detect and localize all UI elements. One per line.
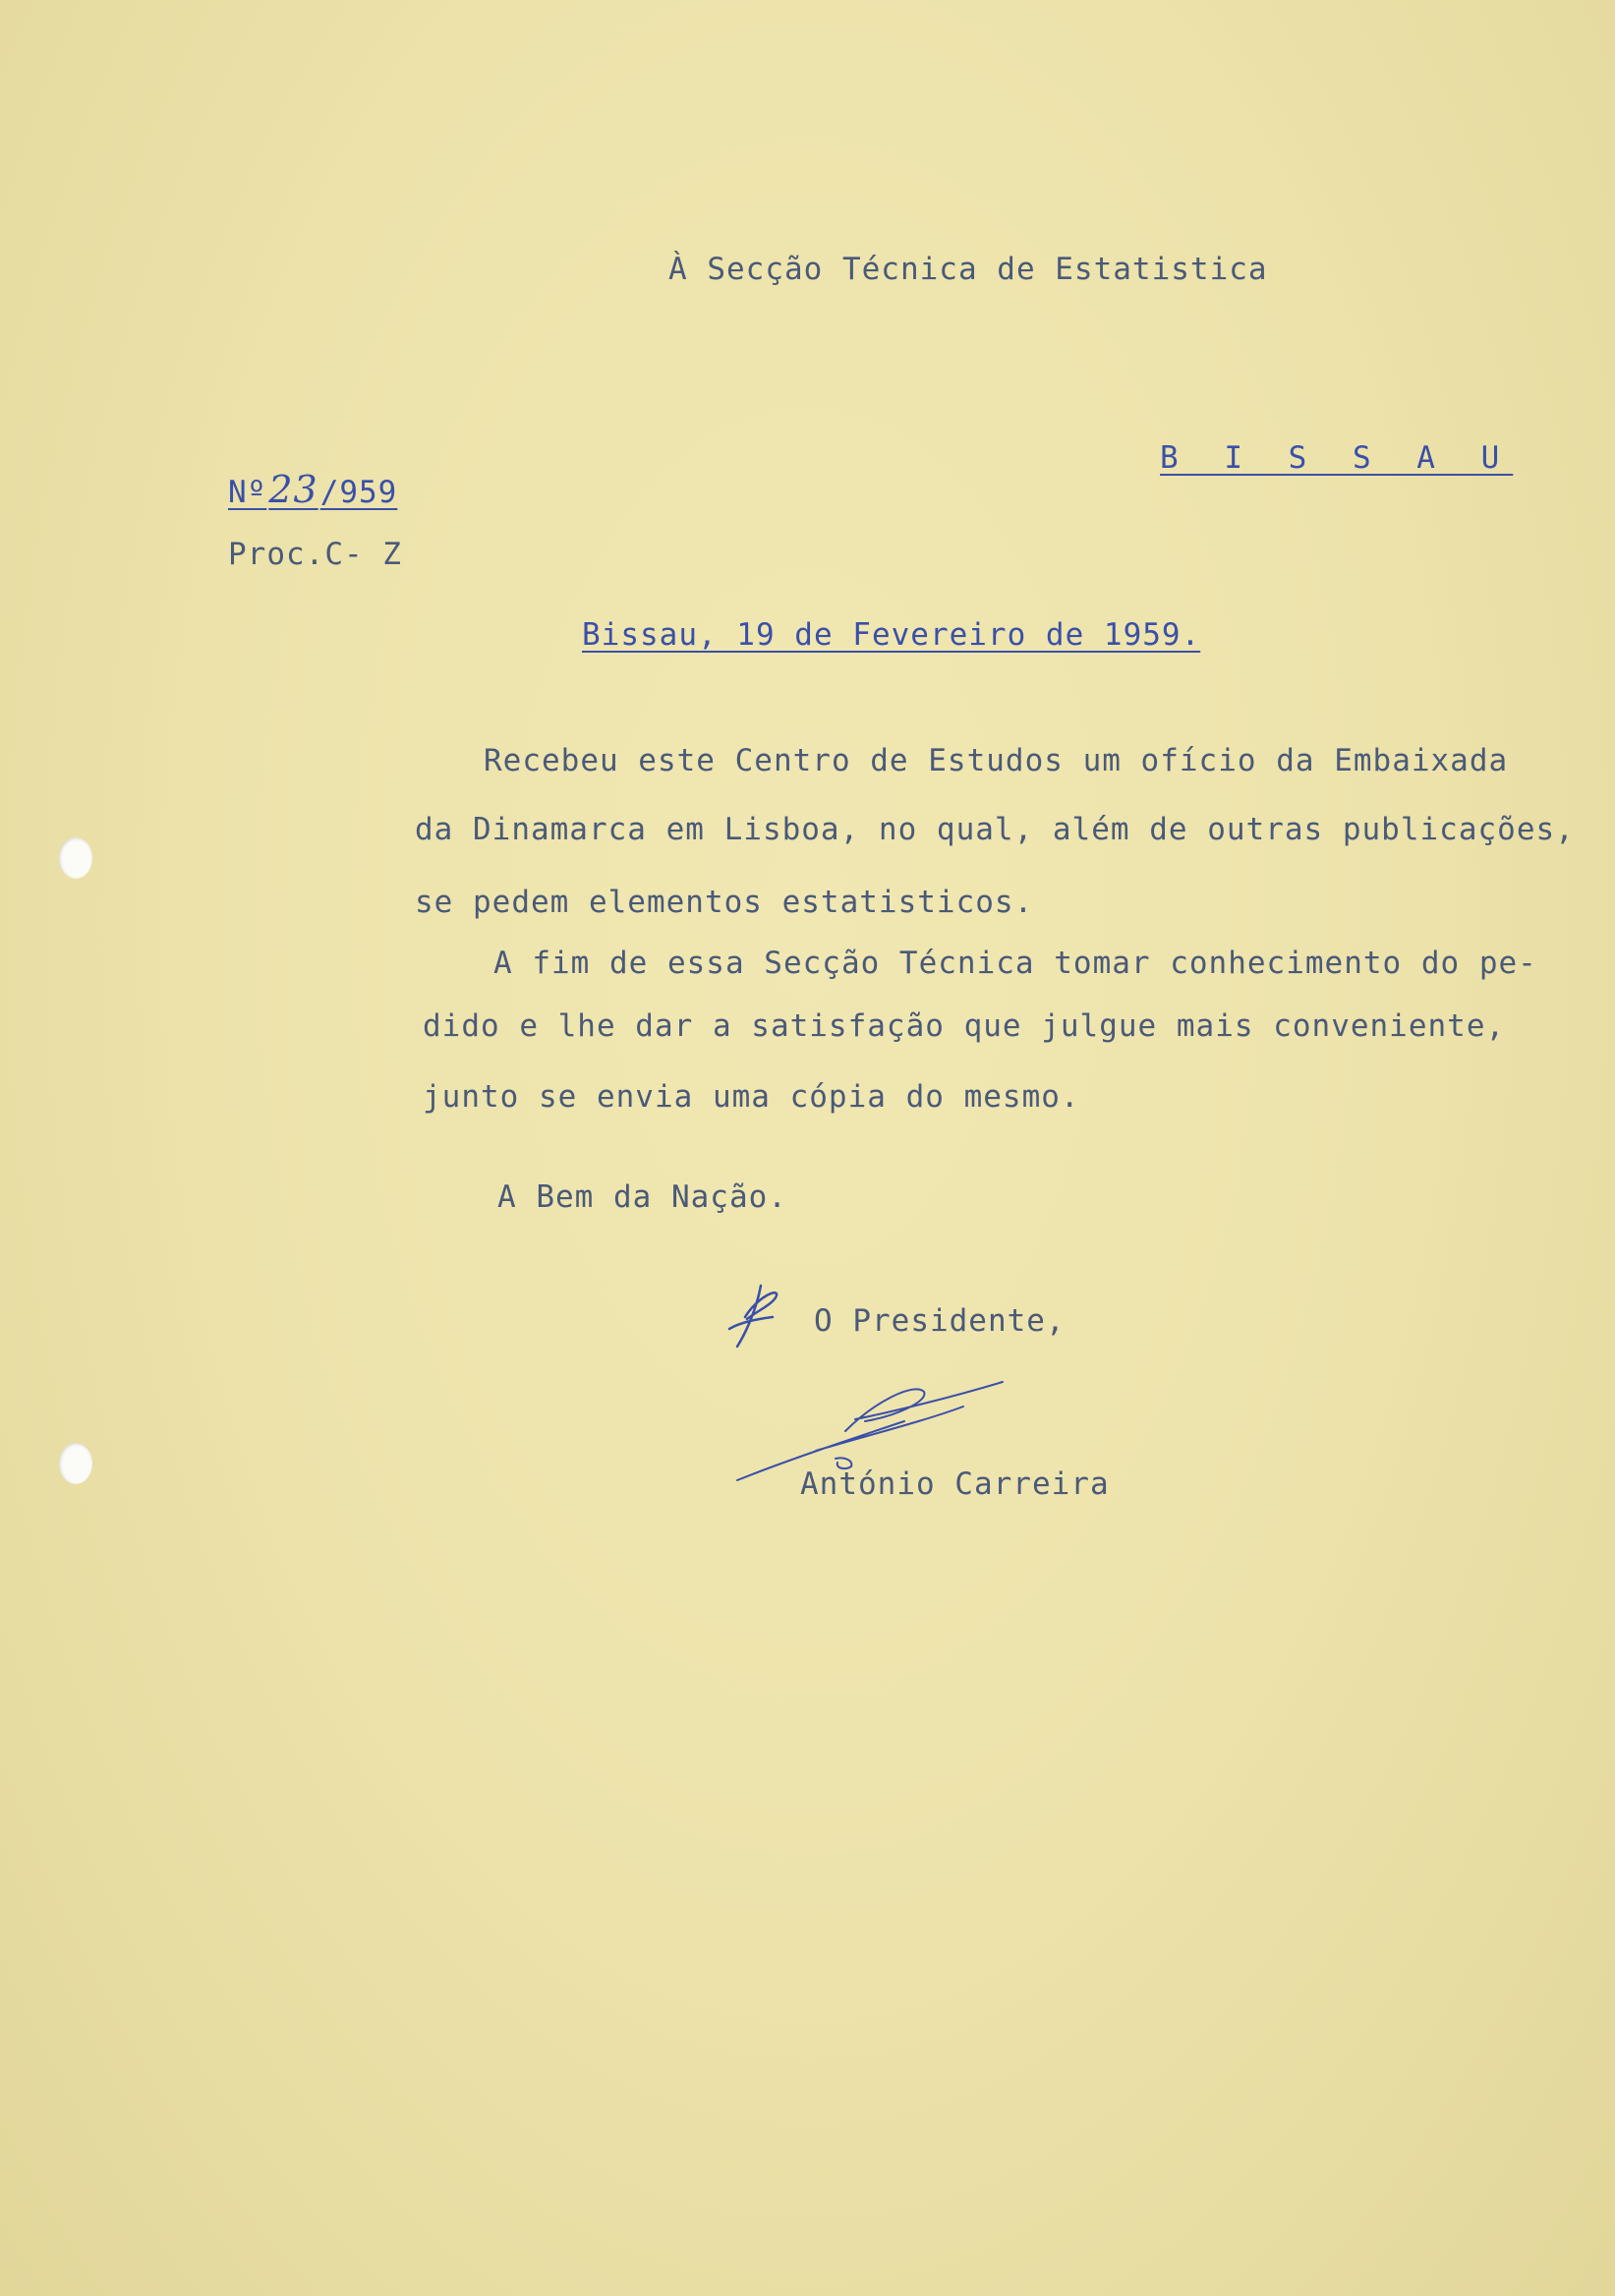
body-line: se pedem elementos estatisticos. <box>415 885 1034 920</box>
reference-number <box>228 468 397 511</box>
reference-prefix: Nº <box>228 475 267 510</box>
reference-handwritten-number: 23 <box>268 468 318 511</box>
body-line: dido e lhe dar a satisfação que julgue mais conveniente, <box>423 1008 1506 1044</box>
date-line: Bissau, 19 de Fevereiro de 1959. <box>582 617 1201 653</box>
process-reference: Proc.C- Z <box>228 537 402 572</box>
recipient-line: À Secção Técnica de Estatistica <box>668 252 1268 287</box>
body-line: junto se envia uma cópia do mesmo. <box>423 1079 1080 1115</box>
city-heading: B I S S A U <box>1160 440 1514 476</box>
signatory-title: O Presidente, <box>814 1303 1066 1339</box>
reference-year: /959 <box>319 475 398 510</box>
body-line: da Dinamarca em Lisboa, no qual, além de outras publicações, <box>415 812 1575 847</box>
punch-hole-bottom <box>59 1443 92 1484</box>
signatory-name: António Carreira <box>800 1466 1110 1502</box>
initial-mark-signature <box>718 1268 816 1356</box>
punch-hole-top <box>59 837 92 879</box>
body-line: Recebeu este Centro de Estudos um ofício da Embaixada <box>484 743 1509 778</box>
body-line: A fim de essa Secção Técnica tomar conhecimento do pe- <box>493 946 1537 981</box>
closing-salutation: A Bem da Nação. <box>497 1179 787 1215</box>
